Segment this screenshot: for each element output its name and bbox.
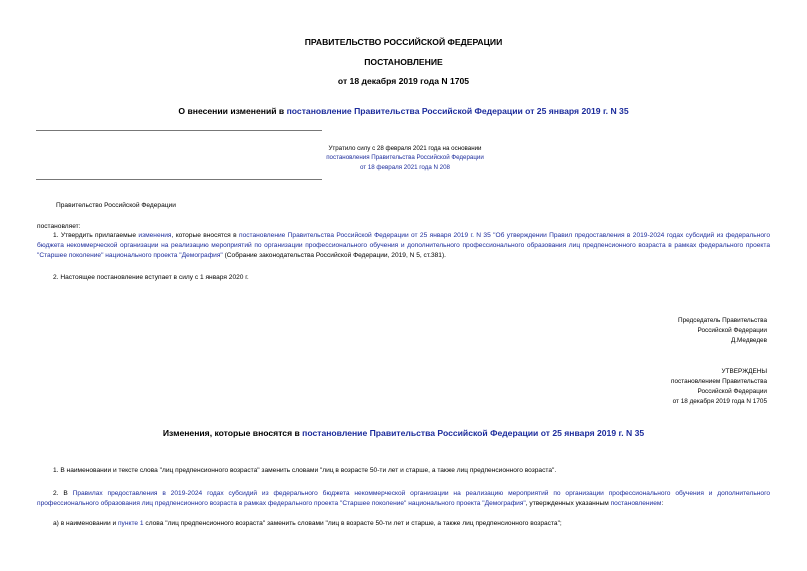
approval-date: от 18 декабря 2019 года N 1705 xyxy=(672,398,767,405)
paragraph-1-text-a: 1. Утвердить прилагаемые xyxy=(53,232,139,239)
change-2-text-b: , утвержденных указанным xyxy=(525,500,611,507)
change-3-text-a: а) в наименовании и xyxy=(53,520,118,527)
document-title-link[interactable]: постановление Правительства Российской Федерации от 25 января 2019 г. N 35 xyxy=(286,106,629,116)
change-2 xyxy=(37,489,770,509)
link-rules[interactable]: Правилах предоставления в 2019-2024 годах субсидий из федерального бюджета некоммерческой организации на реализацию мероприятий по организации профессионального обучения и дополнительного профессионального образования лиц предпенсионного возраста в рамках федерального проекта "Старшее поколение" национального проекта "Демография" xyxy=(37,490,770,507)
change-1: 1. В наименовании и тексте слова "лиц предпенсионного возраста" заменить словами "лиц в возрасте 50-ти лет и старше, а также лиц предпенсионного возраста". xyxy=(53,467,557,474)
paragraph-2: 2. Настоящее постановление вступает в силу с 1 января 2020 г. xyxy=(53,274,249,281)
approval-country: Российской Федерации xyxy=(697,388,767,395)
approval-by: постановлением Правительства xyxy=(671,378,767,385)
signature-name: Д.Медведев xyxy=(730,337,767,344)
divider-top xyxy=(36,130,322,131)
link-clause-1[interactable]: пункте 1 xyxy=(117,520,144,527)
changes-title-link[interactable]: постановление Правительства Российской Федерации от 25 января 2019 г. N 35 xyxy=(302,428,645,438)
changes-title xyxy=(0,428,807,438)
approval-heading: УТВЕРЖДЕНЫ xyxy=(721,368,767,375)
status-line: Утратило силу с 28 февраля 2021 года на основании xyxy=(328,145,482,152)
link-decree[interactable]: постановлением xyxy=(610,500,662,507)
change-3-text-b: слова "лиц предпенсионного возраста" заменить словами "лиц в возрасте 50-ти лет и старше, а также лиц предпенсионного возраста"; xyxy=(143,520,562,527)
government-heading: ПРАВИТЕЛЬСТВО РОССИЙСКОЙ ФЕДЕРАЦИИ xyxy=(304,37,503,47)
status-link-decree[interactable]: постановления Правительства Российской Федерации xyxy=(326,154,484,161)
paragraph-1-text-b: , которые вносятся в xyxy=(171,232,239,239)
change-3 xyxy=(53,519,562,529)
divider-bottom xyxy=(36,179,322,180)
document-date-number: от 18 декабря 2019 года N 1705 xyxy=(337,76,470,86)
document-title-prefix: О внесении изменений в xyxy=(178,106,287,116)
government-line: Правительство Российской Федерации xyxy=(56,202,176,209)
paragraph-1 xyxy=(37,231,770,261)
link-decree-35[interactable]: постановление Правительства Российской Федерации от 25 января 2019 г. N 35 xyxy=(239,232,491,239)
change-2-text-a: 2. В xyxy=(53,490,73,497)
link-decree-35-title[interactable]: "Об утверждении Правил предоставления в 2019-2024 годах субсидий из федерального бюджета некоммерческой организации на реализацию мероприятий по организации профессионального обучения и дополнительного профессионального образования лиц предпенсионного возраста в рамках федерального проекта "Старшее поколение" национального проекта "Демография" xyxy=(37,232,770,259)
changes-title-prefix: Изменения, которые вносятся в xyxy=(162,428,303,438)
change-2-text-c: : xyxy=(661,500,664,507)
status-link-date[interactable]: от 18 февраля 2021 года N 208 xyxy=(359,164,451,171)
approval-block xyxy=(671,367,767,407)
paragraph-1-text-c: (Собрание законодательства Российской Федерации, 2019, N 5, ст.381). xyxy=(222,252,446,259)
document-title xyxy=(0,106,807,116)
decides-line: постановляет: xyxy=(37,223,81,230)
signature-country: Российской Федерации xyxy=(697,327,767,334)
signature-title: Председатель Правительства xyxy=(678,317,767,324)
link-changes[interactable]: изменения xyxy=(138,232,172,239)
document-type: ПОСТАНОВЛЕНИЕ xyxy=(364,57,443,67)
signature-block xyxy=(678,316,767,346)
